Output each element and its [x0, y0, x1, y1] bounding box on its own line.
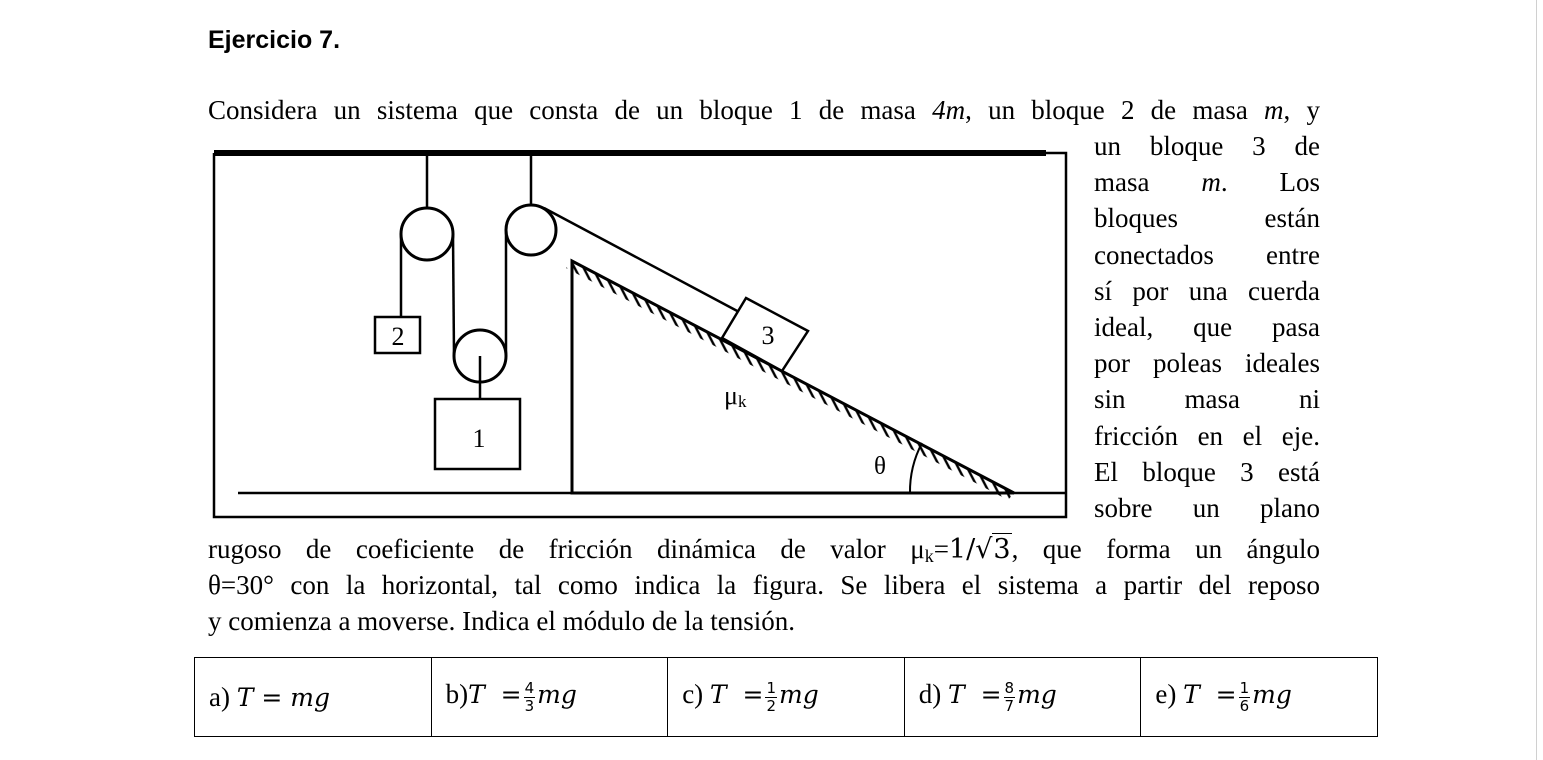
option-b[interactable]: b)T = $\frac{4}{3}$ mg — [431, 658, 668, 737]
pulley-a — [401, 208, 453, 260]
option-e[interactable]: e) T = $\frac{1}{6}$ mg — [1141, 658, 1378, 737]
side-line: masa m. Los — [1094, 167, 1320, 198]
rope — [453, 234, 454, 356]
theta-label: θ — [874, 453, 886, 480]
side-line: bloques están — [1094, 203, 1320, 234]
side-line: ideal, que pasa — [1094, 312, 1320, 343]
pulley-incline-figure — [206, 140, 1076, 522]
side-line: un bloque 3 de — [1094, 131, 1320, 161]
body-line: y comienza a moverse. Indica el módulo de la tensión. — [208, 606, 796, 636]
intro-line: Considera un sistema que consta de un bloque 1 de masa 4m, un bloque 2 de masa m, y — [208, 95, 1321, 125]
side-line: conectados entre — [1094, 239, 1320, 270]
option-d[interactable]: d) T = $\frac{8}{7}$ mg — [904, 658, 1141, 737]
mu-label: μk — [724, 381, 747, 411]
side-line: El bloque 3 está — [1094, 456, 1320, 487]
block-3-label: 3 — [761, 321, 775, 350]
side-line: sí por una cuerda — [1094, 275, 1320, 306]
answer-options-table — [194, 657, 1378, 737]
side-line: fricción en el eje. — [1094, 420, 1320, 451]
side-line: por poleas ideales — [1094, 348, 1320, 379]
rough-surface-hatching — [566, 261, 1014, 500]
page-edge — [1536, 0, 1537, 760]
block-1-label: 1 — [472, 424, 486, 453]
option-a[interactable]: a) T = mg — [195, 658, 432, 737]
block-2-label: 2 — [391, 322, 405, 351]
side-text — [1094, 128, 1320, 526]
exercise-title: Ejercicio 7. — [208, 26, 341, 54]
option-c[interactable]: c) T = $\frac{1}{2}$ mg — [668, 658, 905, 737]
pulley-b — [506, 205, 556, 255]
body-line: θ=30° con la horizontal, tal como indica la figura. Se libera el sistema a partir del reposo — [208, 570, 1320, 600]
side-line: sin masa ni — [1094, 384, 1320, 415]
side-line: sobre un plano — [1094, 493, 1320, 524]
body-line: rugoso de coeficiente de fricción dinámica de valor $\mu_k=1/√3$, que forma un ángulo — [208, 534, 1321, 566]
